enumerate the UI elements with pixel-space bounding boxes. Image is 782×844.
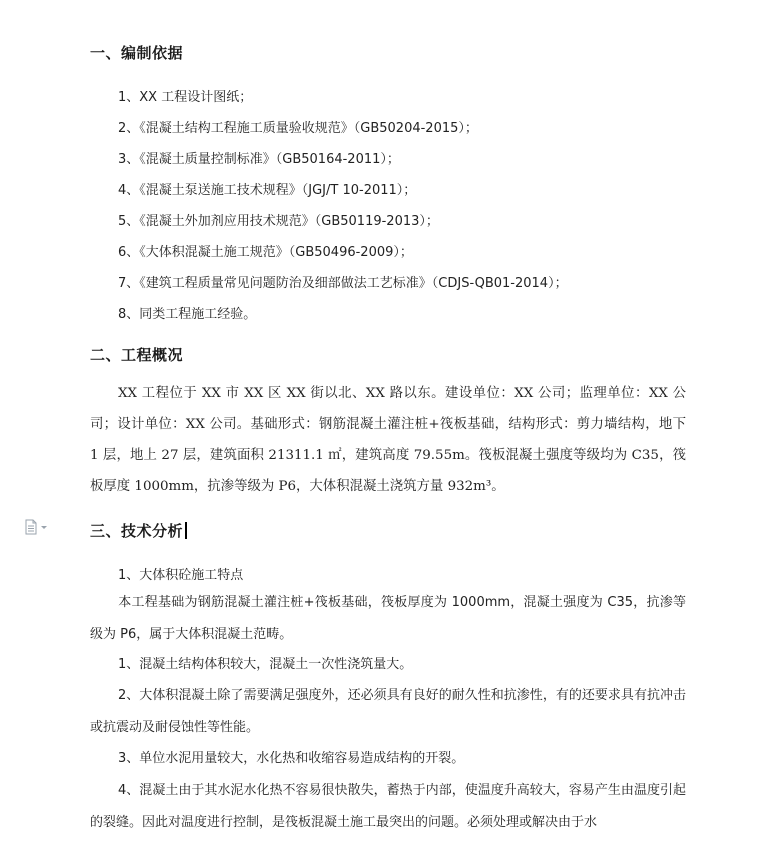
list-item: 1、XX 工程设计图纸； — [118, 90, 253, 105]
analysis-point — [90, 775, 686, 838]
text-cursor — [185, 522, 187, 539]
list-item: 5、《混凝土外加剂应用技术规范》（GB50119-2013）； — [118, 214, 439, 229]
document-icon[interactable] — [24, 519, 50, 535]
list-item: 3、《混凝土质量控制标准》（GB50164-2011）； — [118, 152, 400, 167]
analysis-point — [90, 680, 686, 743]
section-heading-basis: 一、编制依据 — [90, 44, 184, 62]
section-heading-analysis[interactable] — [90, 520, 187, 541]
list-item: 8、同类工程施工经验。 — [118, 307, 257, 322]
section-heading-overview: 二、工程概况 — [90, 346, 184, 364]
analysis-point-text: 4、混凝土由于其水泥水化热不容易很快散失，蓄热于内部，使温度升高较大，容易产生由温度引起的裂缝。因此对温度进行控制，是筏板混凝土施工最突出的问题。必须处理或解决由于水 — [90, 783, 686, 830]
list-item: 4、《混凝土泵送施工技术规程》（JGJ/T 10-2011）； — [118, 183, 417, 198]
analysis-point-text: 1、混凝土结构体积较大，混凝土一次性浇筑量大。 — [118, 657, 413, 672]
analysis-intro-text: 本工程基础为钢筋混凝土灌注桩+筏板基础，筏板厚度为 1000mm，混凝土强度为 C35，抗渗等级为 P6，属于大体积混凝土范畴。 — [90, 595, 686, 642]
analysis-point — [90, 743, 686, 775]
analysis-point-text: 3、单位水泥用量较大，水化热和收缩容易造成结构的开裂。 — [118, 751, 465, 766]
list-item: 6、《大体积混凝土施工规范》（GB50496-2009）； — [118, 245, 413, 260]
overview-paragraph — [90, 378, 686, 502]
analysis-point — [90, 649, 686, 681]
list-item: 2、《混凝土结构工程施工质量验收规范》（GB50204-2015）； — [118, 121, 478, 136]
analysis-intro — [90, 587, 686, 650]
analysis-point-text: 2、大体积混凝土除了需要满足强度外，还必须具有良好的耐久性和抗渗性，有的还要求具有抗冲击或抗震动及耐侵蚀性等性能。 — [90, 688, 686, 735]
overview-text: XX 工程位于 XX 市 XX 区 XX 街以北、XX 路以东。建设单位：XX 公司；监理单位：XX 公司；设计单位：XX 公司。基础形式：钢筋混凝土灌注桩+筏板基础，结构形式：剪力墙结构，地下 1 层，地上 27 层，建筑面积 21311.1 ㎡，建筑高度 79.55m。筏板混凝土强度等级均为 C35，筏板厚度 1000mm，抗渗等级为 P6，大体积混凝土浇筑方量 932m³。 — [90, 386, 686, 494]
subheading: 1、大体积砼施工特点 — [118, 568, 244, 583]
list-item: 7、《建筑工程质量常见问题防治及细部做法工艺标准》（CDJS-QB01-2014）； — [118, 276, 568, 291]
section-heading-text: 三、技术分析 — [90, 522, 184, 540]
